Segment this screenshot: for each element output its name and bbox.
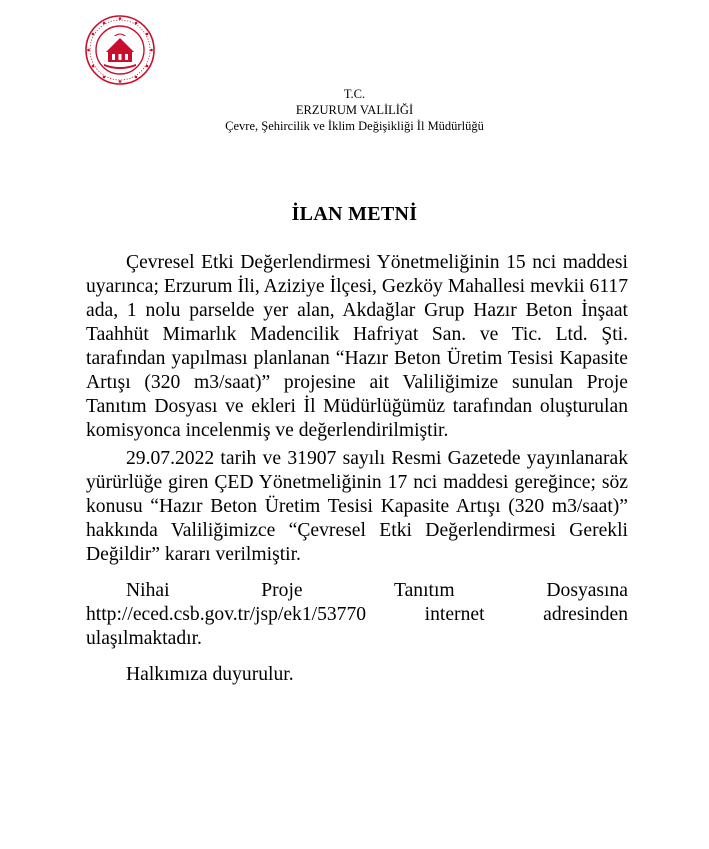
document-header [0, 86, 709, 134]
ministry-seal-icon [84, 14, 156, 86]
page-title: İLAN METNİ [291, 203, 418, 225]
header-tc: T.C. [343, 87, 366, 101]
paragraph-2: 29.07.2022 tarih ve 31907 sayılı Resmi Gazetede yayınlanarak yürürlüğe giren ÇED Yönetmeliğinin 17 nci maddesi gereğince; söz konusu “Hazır Beton Üretim Tesisi Kapasite Artışı (320 m3/saat)” hakkında Valiliğimizce “Çevresel Etki Değerlendirmesi Gerekli Değildir” kararı verilmiştir. [86, 448, 628, 565]
header-directorate: Çevre, Şehircilik ve İklim Değişikliği İl Müdürlüğü [225, 119, 484, 133]
header-governorship: ERZURUM VALİLİĞİ [295, 103, 414, 117]
announcement-body [86, 251, 628, 687]
paragraph-3: Nihai Proje Tanıtım Dosyasına http://eced.csb.gov.tr/jsp/ek1/53770 internet adresinden ulaşılmaktadır. [86, 580, 628, 649]
paragraph-4: Halkımıza duyurulur. [126, 664, 294, 685]
paragraph-1: Çevresel Etki Değerlendirmesi Yönetmeliğinin 15 nci maddesi uyarınca; Erzurum İli, Aziziye İlçesi, Gezköy Mahallesi mevkii 6117 ada, 1 nolu parselde yer alan, Akdağlar Grup Hazır Beton İnşaat Taahhüt Mimarlık Madencilik Hafriyat San. ve Tic. Ltd. Şti. tarafından yapılması planlanan “Hazır Beton Üretim Tesisi Kapasite Artışı (320 m3/saat)” projesine ait Valiliğimize sunulan Proje Tanıtım Dosyası ve ekleri İl Müdürlüğümüz tarafından oluşturulan komisyonca incelenmiş ve değerlendirilmiştir. [86, 252, 628, 441]
